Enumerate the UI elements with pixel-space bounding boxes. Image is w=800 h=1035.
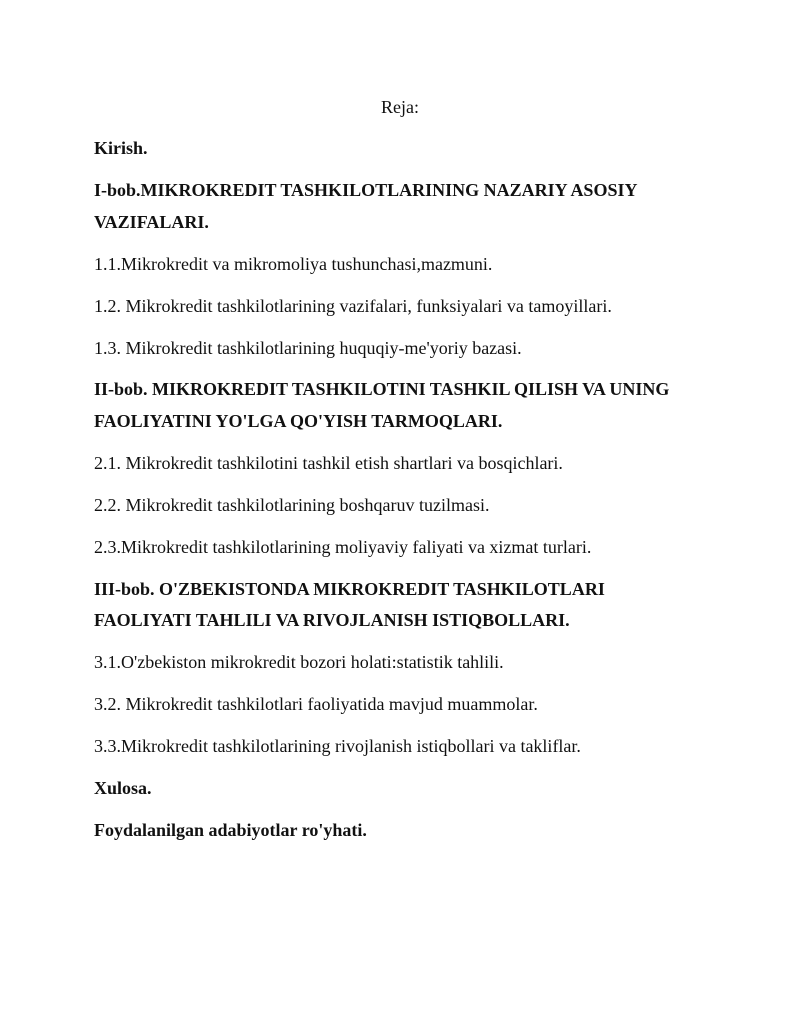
toc-section-2-1: 2.1. Mikrokredit tashkilotini tashkil etish shartlari va bosqichlari. <box>94 453 563 473</box>
page-title: Reja: <box>381 97 419 117</box>
toc-section-2-2: 2.2. Mikrokredit tashkilotlarining boshqaruv tuzilmasi. <box>94 495 490 515</box>
toc-chapter-3-line-1: III-bob. O'ZBEKISTONDA MIKROKREDIT TASHKILOTLARI <box>94 579 605 599</box>
toc-chapter-2-line-2: FAOLIYATINI YO'LGA QO'YISH TARMOQLARI. <box>94 411 503 431</box>
toc-section-1-3: 1.3. Mikrokredit tashkilotlarining huquqiy-me'yoriy bazasi. <box>94 338 522 358</box>
toc-chapter-1-line-2: VAZIFALARI. <box>94 212 209 232</box>
toc-chapter-1-line-1: I-bob.MIKROKREDIT TASHKILOTLARINING NAZARIY ASOSIY <box>94 180 638 200</box>
toc-conclusion: Xulosa. <box>94 778 152 798</box>
toc-section-3-1: 3.1.O'zbekiston mikrokredit bozori holati:statistik tahlili. <box>94 652 504 672</box>
toc-section-1-2: 1.2. Mikrokredit tashkilotlarining vazifalari, funksiyalari va tamoyillari. <box>94 296 612 316</box>
toc-chapter-3-line-2: FAOLIYATI TAHLILI VA RIVOJLANISH ISTIQBOLLARI. <box>94 610 570 630</box>
toc-references: Foydalanilgan adabiyotlar ro'yhati. <box>94 820 367 840</box>
toc-chapter-2-line-1: II-bob. MIKROKREDIT TASHKILOTINI TASHKIL QILISH VA UNING <box>94 379 670 399</box>
toc-section-1-1: 1.1.Mikrokredit va mikromoliya tushunchasi,mazmuni. <box>94 254 493 274</box>
toc-section-3-3: 3.3.Mikrokredit tashkilotlarining rivojlanish istiqbollari va takliflar. <box>94 736 581 756</box>
toc-section-3-2: 3.2. Mikrokredit tashkilotlari faoliyatida mavjud muammolar. <box>94 694 538 714</box>
toc-intro: Kirish. <box>94 138 148 158</box>
toc-section-2-3: 2.3.Mikrokredit tashkilotlarining moliyaviy faliyati va xizmat turlari. <box>94 537 592 557</box>
